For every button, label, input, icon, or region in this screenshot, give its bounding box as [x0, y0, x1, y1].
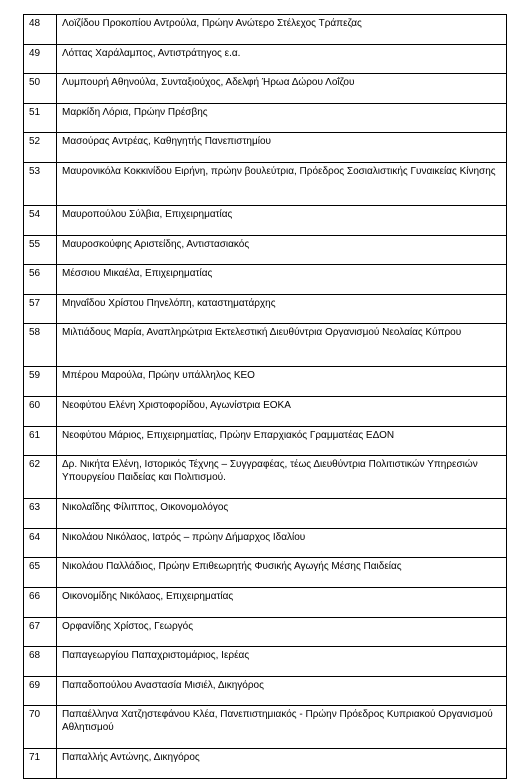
row-number: 50 [29, 77, 41, 89]
table-row [24, 426, 507, 456]
table-row [24, 103, 507, 133]
row-number: 58 [29, 327, 41, 339]
entry-cell [57, 265, 507, 295]
entry-cell [57, 324, 507, 367]
row-number-cell [24, 324, 57, 367]
row-number: 66 [29, 590, 41, 602]
entry-text: Οικονομίδης Νικόλαος, Επιχειρηματίας [62, 590, 234, 602]
entry-text: Λοϊζίδου Προκοπίου Αντρούλα, Πρώην Ανώτερο Στέλεχος Τράπεζας [62, 18, 362, 29]
row-number-cell [24, 647, 57, 677]
entry-text: Νικολαΐδης Φίλιππος, Οικονομολόγος [62, 502, 229, 514]
entry-cell [57, 749, 507, 779]
row-number-cell [24, 528, 57, 558]
row-number-cell [24, 396, 57, 426]
row-number: 64 [29, 531, 41, 543]
entry-text: Μηναΐδου Χρίστου Πηνελόπη, καταστηματάρχης [62, 297, 276, 309]
row-number-cell [24, 558, 57, 588]
table-row [24, 205, 507, 235]
entry-cell [57, 647, 507, 677]
entry-cell [57, 396, 507, 426]
row-number: 56 [29, 268, 41, 280]
entry-text: Μαυροπούλου Σύλβια, Επιχειρηματίας [62, 208, 233, 220]
entry-cell [57, 706, 507, 749]
entry-cell [57, 133, 507, 163]
table-row [24, 294, 507, 324]
row-number: 70 [29, 709, 41, 721]
row-number: 51 [29, 106, 41, 118]
row-number: 55 [29, 238, 41, 250]
entry-text: Παπαδοπούλου Αναστασία Μισιέλ, Δικηγόρος [62, 679, 264, 691]
entry-text: Παπαλλής Αντώνης, Δικηγόρος [62, 752, 200, 764]
entry-text: Μασούρας Αντρέας, Καθηγητής Πανεπιστημίου [62, 136, 271, 148]
row-number-cell [24, 44, 57, 74]
table-row [24, 456, 507, 499]
row-number-cell [24, 367, 57, 397]
entry-cell [57, 528, 507, 558]
row-number-cell [24, 617, 57, 647]
entry-text: Νεοφύτου Μάριος, Επιχειρηματίας, Πρώην Επαρχιακός Γραμματέας ΕΔΟΝ [62, 429, 395, 441]
table-row [24, 162, 507, 205]
entry-text: Μέσσιου Μικαέλα, Επιχειρηματίας [62, 268, 213, 280]
row-number-cell [24, 499, 57, 529]
entry-cell [57, 426, 507, 456]
row-number: 71 [29, 752, 41, 764]
table-row [24, 133, 507, 163]
table-row [24, 44, 507, 74]
row-number: 62 [29, 459, 41, 471]
row-number-cell [24, 587, 57, 617]
row-number-cell [24, 676, 57, 706]
row-number-cell [24, 706, 57, 749]
row-number: 53 [29, 165, 41, 177]
table-row [24, 617, 507, 647]
table-row [24, 499, 507, 529]
entry-text: Μαυρονικόλα Κοκκινίδου Ειρήνη, πρώην βουλεύτρια, Πρόεδρος Σοσιαλιστικής Γυναικείας Κίνησης [62, 165, 496, 177]
table-row [24, 676, 507, 706]
entry-cell [57, 162, 507, 205]
entry-text: Λυμπουρή Αθηνούλα, Συνταξιούχος, Αδελφή Ήρωα Δώρου Λοΐζου [62, 77, 355, 89]
row-number-cell [24, 133, 57, 163]
row-number-cell [24, 294, 57, 324]
row-number-cell [24, 456, 57, 499]
entry-cell [57, 456, 507, 499]
row-number-cell [24, 235, 57, 265]
table-row [24, 15, 507, 45]
entry-text: Λόττας Χαράλαμπος, Αντιστράτηγος ε.α. [62, 47, 241, 59]
row-number: 68 [29, 650, 41, 662]
row-number: 69 [29, 679, 41, 691]
entry-text: Ορφανίδης Χρίστος, Γεωργός [62, 620, 194, 632]
table-body [24, 15, 507, 779]
table-row [24, 367, 507, 397]
row-number: 52 [29, 136, 41, 148]
row-number: 48 [29, 18, 41, 29]
entry-text: Δρ. Νικήτα Ελένη, Ιστορικός Τέχνης – Συγγραφέας, τέως Διευθύντρια Πολιτιστικών Υπηρεσιών Υπουργείου Παιδείας και Πολιτισμού. [62, 459, 478, 483]
table-row [24, 324, 507, 367]
table-row [24, 587, 507, 617]
table-row [24, 235, 507, 265]
signatories-table [23, 14, 507, 779]
table-row [24, 74, 507, 104]
table-row [24, 706, 507, 749]
row-number-cell [24, 426, 57, 456]
row-number: 60 [29, 399, 41, 411]
row-number: 59 [29, 370, 41, 382]
entry-text: Νεοφύτου Ελένη Χριστοφορίδου, Αγωνίστρια ΕΟΚΑ [62, 399, 291, 411]
row-number-cell [24, 15, 57, 45]
entry-cell [57, 44, 507, 74]
entry-text: Μπέρου Μαρούλα, Πρώην υπάλληλος ΚΕΟ [62, 370, 255, 382]
entry-cell [57, 617, 507, 647]
row-number: 54 [29, 208, 41, 220]
row-number-cell [24, 74, 57, 104]
row-number: 49 [29, 47, 41, 59]
entry-cell [57, 294, 507, 324]
row-number-cell [24, 205, 57, 235]
row-number: 65 [29, 561, 41, 573]
table-row [24, 647, 507, 677]
row-number-cell [24, 162, 57, 205]
entry-cell [57, 15, 507, 45]
entry-text: Μαρκίδη Λόρια, Πρώην Πρέσβης [62, 106, 208, 118]
row-number-cell [24, 749, 57, 779]
entry-cell [57, 367, 507, 397]
entry-text: Μιλτιάδους Μαρία, Αναπληρώτρια Εκτελεστική Διευθύντρια Οργανισμού Νεολαίας Κύπρου [62, 327, 462, 339]
entry-text: Νικολάου Νικόλαος, Ιατρός – πρώην Δήμαρχος Ιδαλίου [62, 531, 306, 543]
row-number: 63 [29, 502, 41, 514]
entry-cell [57, 235, 507, 265]
entry-cell [57, 499, 507, 529]
table-row [24, 396, 507, 426]
entry-cell [57, 676, 507, 706]
table-row [24, 265, 507, 295]
entry-cell [57, 103, 507, 133]
entry-text: Νικολάου Παλλάδιος, Πρώην Επιθεωρητής Φυσικής Αγωγής Μέσης Παιδείας [62, 561, 402, 573]
entry-cell [57, 558, 507, 588]
row-number: 57 [29, 297, 41, 309]
table-row [24, 749, 507, 779]
row-number: 61 [29, 429, 41, 441]
entry-cell [57, 205, 507, 235]
entry-cell [57, 587, 507, 617]
row-number-cell [24, 265, 57, 295]
entry-text: Παπαγεωργίου Παπαχριστομάριος, Ιερέας [62, 650, 250, 662]
table-row [24, 558, 507, 588]
row-number: 67 [29, 620, 41, 632]
entry-cell [57, 74, 507, 104]
entry-text: Παπαέλληνα Χατζηστεφάνου Κλέα, Πανεπιστημιακός - Πρώην Πρόεδρος Κυπριακού Οργανισμού Αθλητισμού [62, 709, 493, 733]
entry-text: Μαυροσκούφης Αριστείδης, Αντιστασιακός [62, 238, 250, 250]
row-number-cell [24, 103, 57, 133]
table-row [24, 528, 507, 558]
